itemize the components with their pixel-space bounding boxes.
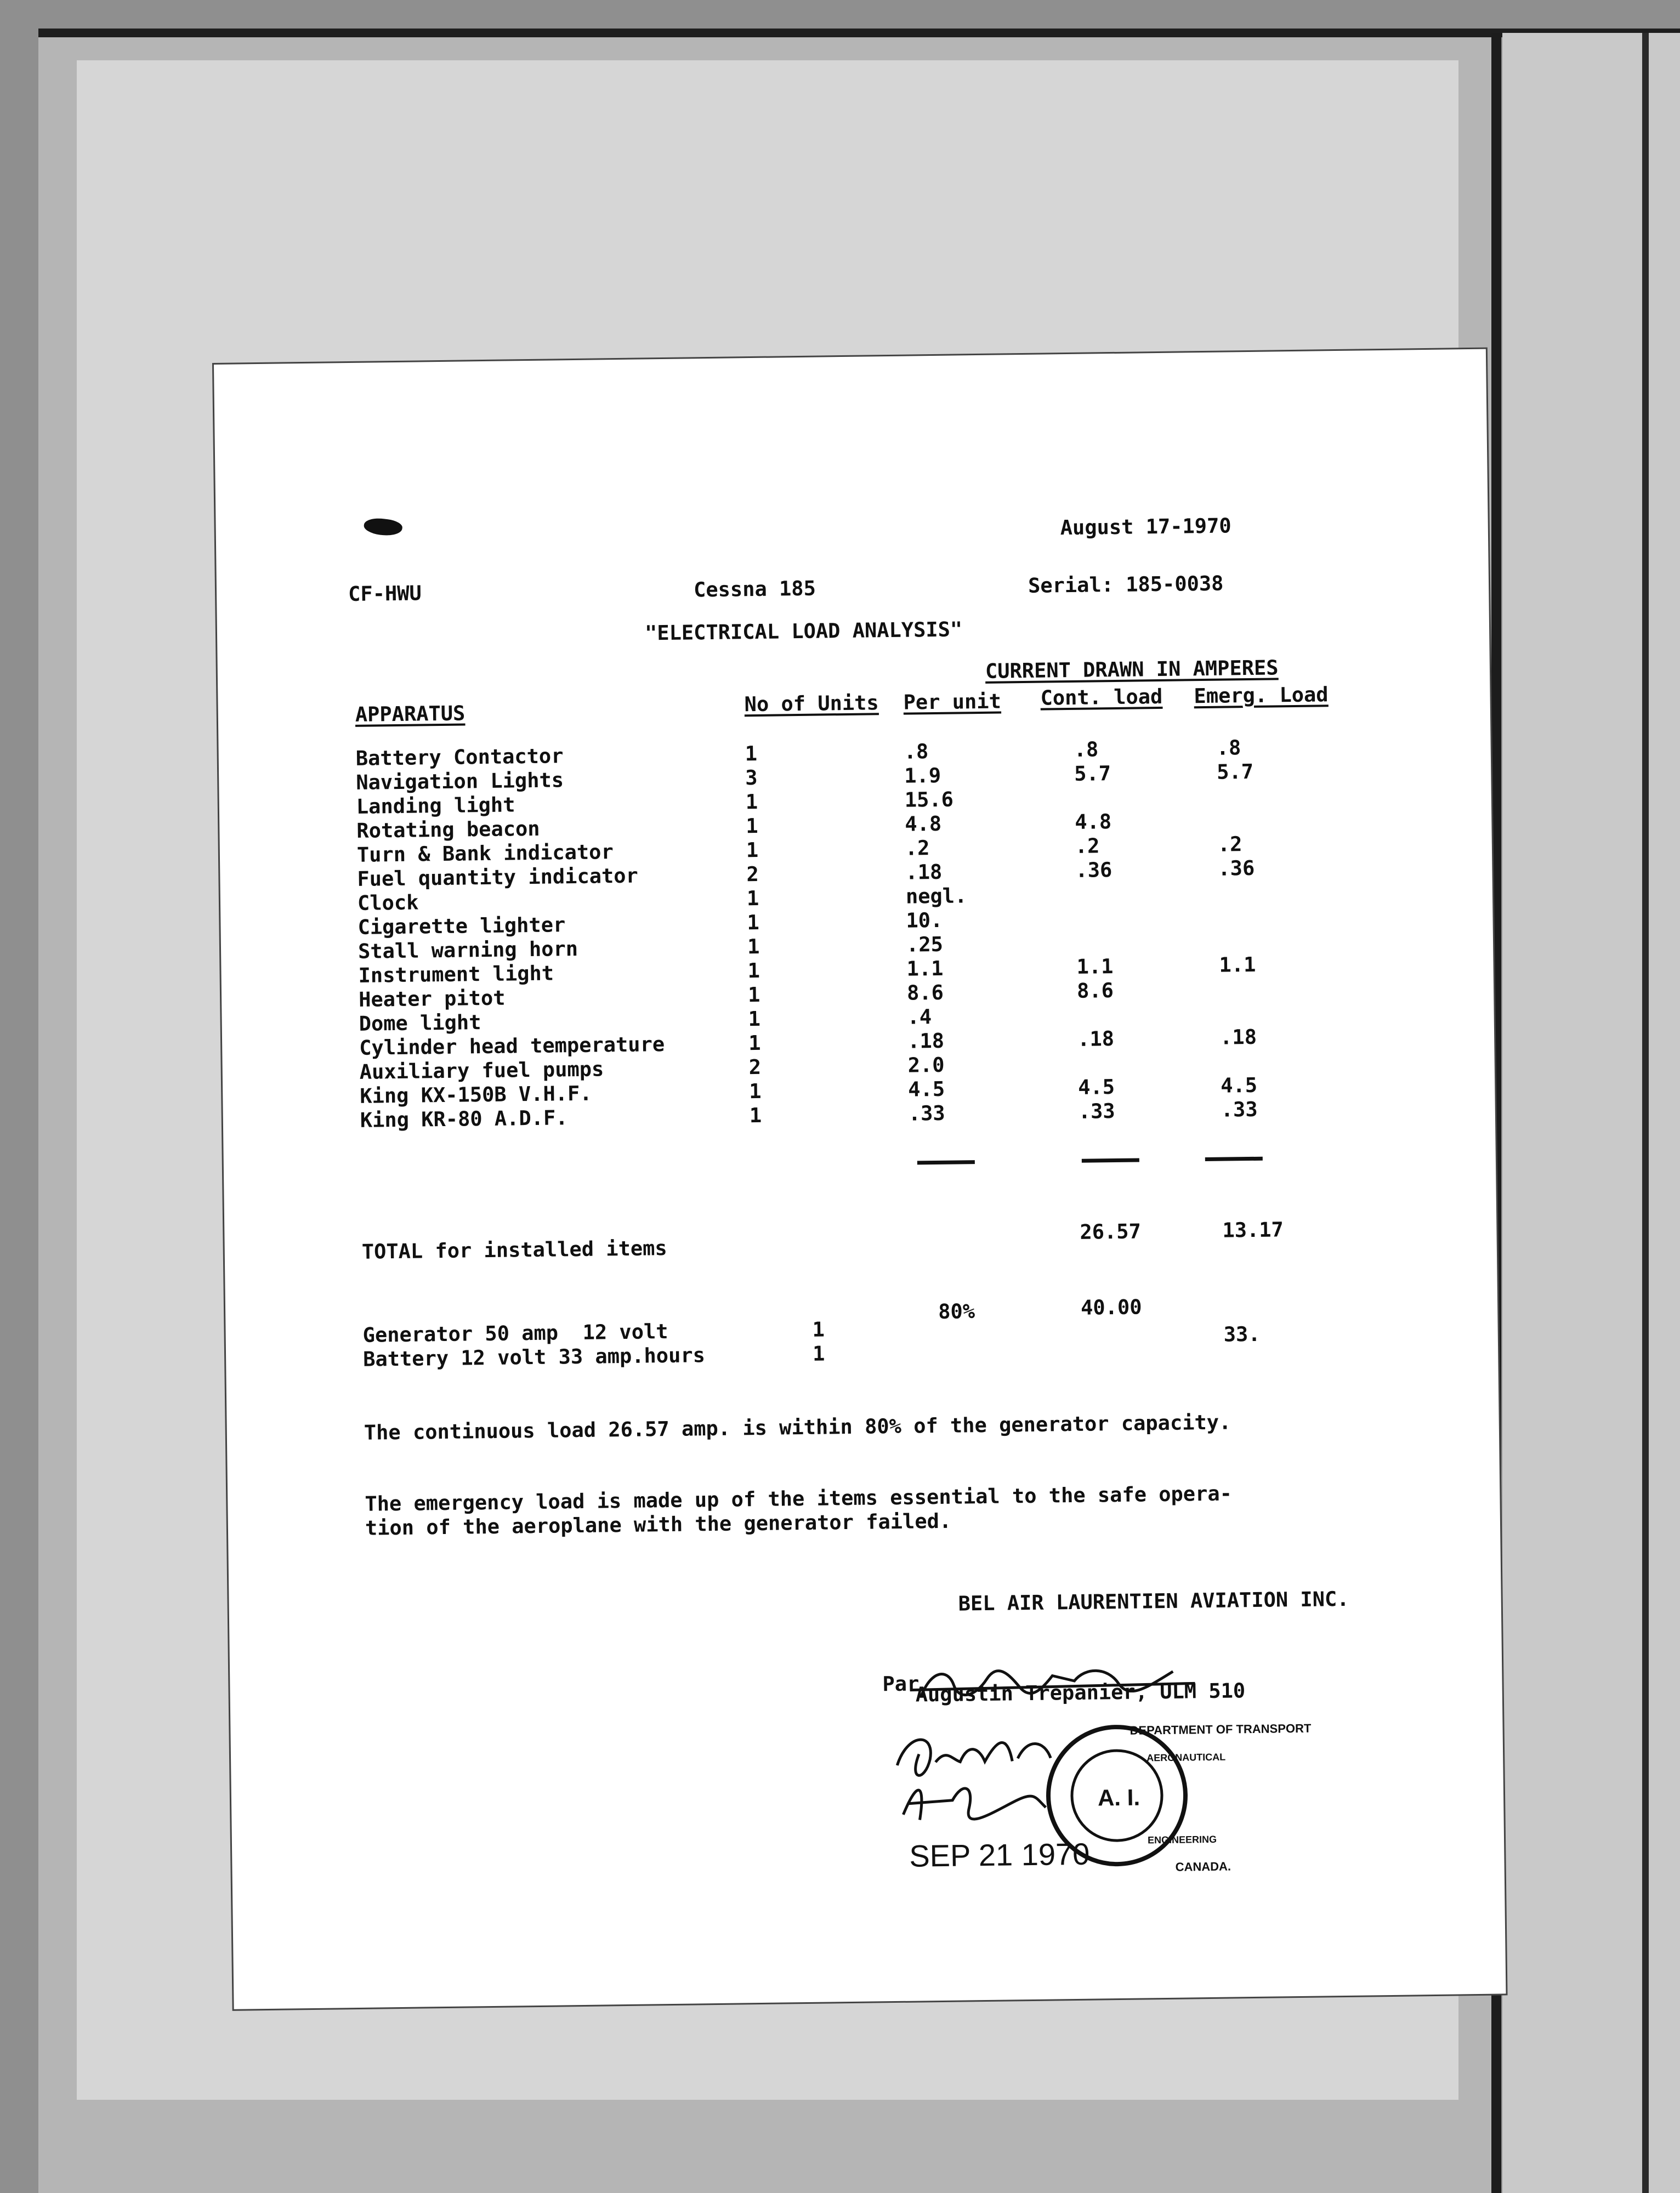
stamp-date: SEP 21 1970 [909,1836,1090,1873]
units-cell: 1 [749,1079,762,1104]
units-cell: 1 [746,838,759,862]
aircraft-model: Cessna 185 [693,576,816,602]
apparatus-cell: Turn & Bank indicator [356,840,614,867]
per-unit-cell: negl. [905,884,967,908]
sum-rule-cont [1082,1158,1139,1162]
apparatus-cell: Auxiliary fuel pumps [359,1057,604,1084]
emerg-load-cell: 4.5 [1220,1073,1258,1098]
sum-rule-per-unit [917,1160,975,1164]
emerg-load-cell: .8 [1216,736,1241,760]
per-unit-cell: 1.1 [906,956,944,981]
note-emergency-line1: The emergency load is made up of the items essential to the safe opera- [365,1481,1233,1516]
cont-load-cell: .33 [1078,1099,1115,1123]
cont-load-cell: 8.6 [1076,979,1114,1003]
per-unit-cell: .2 [905,836,930,860]
document-date: August 17-1970 [1060,514,1231,540]
top-edge [38,29,1680,37]
units-cell: 1 [748,1007,761,1031]
emerg-load-cell: .18 [1219,1025,1257,1049]
cont-load-cell: 1.1 [1076,955,1114,979]
total-emerg-load: 13.17 [1222,1218,1284,1242]
cont-load-cell: .8 [1074,737,1099,762]
sum-rule-emerg [1205,1157,1263,1161]
stamp-ring-bottom: CANADA. [1175,1859,1231,1874]
emerg-load-cell: .2 [1217,832,1242,856]
apparatus-cell: Battery Contactor [355,744,564,770]
apparatus-cell: Instrument light [358,961,554,987]
emerg-load-cell: .36 [1218,856,1255,880]
apparatus-cell: Cigarette lighter [357,913,566,939]
stamp-inner-bottom: ENGINEERING [1147,1833,1217,1846]
stamp-center: A. I. [1097,1784,1140,1811]
generator-units: 1 [812,1317,825,1342]
units-cell: 1 [747,982,760,1007]
units-cell: 1 [749,1103,762,1128]
battery-units: 1 [812,1342,825,1366]
apparatus-cell: Cylinder head temperature [359,1032,665,1060]
units-cell: 2 [748,1055,762,1080]
serial-number: Serial: 185-0038 [1028,571,1224,598]
per-unit-cell: 10. [906,908,943,933]
cont-load-cell: 4.5 [1077,1075,1115,1099]
generator-cont-load: 40.00 [1080,1295,1142,1320]
note-continuous: The continuous load 26.57 amp. is within 80% of the generator capacity. [364,1410,1231,1445]
units-cell: 1 [747,910,760,935]
cont-load-cell: .36 [1075,858,1113,882]
units-cell: 1 [748,1031,761,1055]
units-cell: 1 [745,741,758,766]
document-title: "ELECTRICAL LOAD ANALYSIS" [644,617,963,645]
column-header-emerg-load: Emerg. Load [1194,683,1329,708]
column-header-cont-load: Cont. load [1040,684,1163,710]
cont-load-cell: 4.8 [1075,810,1112,834]
apparatus-cell: King KR-80 A.D.F. [360,1106,568,1132]
apparatus-cell: Clock [357,890,419,915]
apparatus-cell: Stall warning horn [357,936,578,963]
units-cell: 1 [747,934,760,959]
note-emergency-line2: tion of the aeroplane with the generator failed. [365,1509,952,1540]
cont-load-cell: .18 [1077,1027,1115,1051]
column-header-per-unit: Per unit [903,689,1002,714]
apparatus-cell: Landing light [356,793,515,819]
generator-label: Generator 50 amp 12 volt [362,1320,668,1347]
units-cell: 1 [745,789,758,814]
registration: CF-HWU [348,581,422,606]
column-group-header: CURRENT DRAWN IN AMPERES [985,656,1279,683]
stamp-inner-top: AERONAUTICAL [1147,1751,1226,1764]
emerg-load-cell: 1.1 [1219,952,1256,977]
emerg-load-cell: .33 [1221,1097,1258,1122]
apparatus-cell: Dome light [359,1010,481,1036]
par-label: Par [882,1672,920,1696]
per-unit-cell: .4 [907,1005,932,1029]
cont-load-cell: .2 [1075,834,1100,858]
battery-label: Battery 12 volt 33 amp.hours [362,1343,706,1371]
per-unit-cell: 2.0 [907,1053,945,1077]
battery-emerg-load: 33. [1223,1322,1261,1347]
per-unit-cell: 4.8 [905,811,942,836]
per-unit-cell: .33 [908,1101,945,1126]
adjacent-page-edge [1642,33,1649,2193]
units-cell: 1 [747,958,760,983]
document-sheet [214,349,1506,2009]
per-unit-cell: .18 [907,1029,945,1053]
apparatus-cell: Navigation Lights [356,768,564,794]
adjacent-page [1502,33,1680,2193]
apparatus-cell: King KX-150B V.H.F. [360,1081,592,1108]
apparatus-cell: Heater pitot [358,986,506,1012]
company-name: BEL AIR LAURENTIEN AVIATION INC. [958,1587,1349,1616]
units-cell: 1 [746,886,759,911]
column-header-apparatus: APPARATUS [355,701,466,726]
per-unit-cell: .25 [906,932,944,957]
units-cell: 2 [746,862,759,887]
total-cont-load: 26.57 [1080,1219,1142,1244]
generator-per-unit: 80% [938,1299,975,1323]
signer-name: Augustin Trepanier, ULM 510 [915,1679,1246,1707]
ink-smudge [363,516,403,538]
emerg-load-cell: 5.7 [1216,759,1254,784]
apparatus-cell: Fuel quantity indicator [357,863,639,891]
per-unit-cell: 8.6 [906,980,944,1005]
per-unit-cell: 15.6 [904,787,954,812]
per-unit-cell: .8 [904,740,929,764]
apparatus-cell: Rotating beacon [356,816,540,843]
per-unit-cell: 4.5 [907,1077,945,1101]
column-header-units: No of Units [744,691,879,717]
units-cell: 3 [745,765,758,790]
units-cell: 1 [746,814,758,838]
total-label: TOTAL for installed items [361,1236,667,1264]
per-unit-cell: .18 [905,860,943,884]
per-unit-cell: 1.9 [904,763,941,788]
cont-load-cell: 5.7 [1074,762,1111,786]
stamp-ring-top: DEPARTMENT OF TRANSPORT [1130,1721,1312,1737]
